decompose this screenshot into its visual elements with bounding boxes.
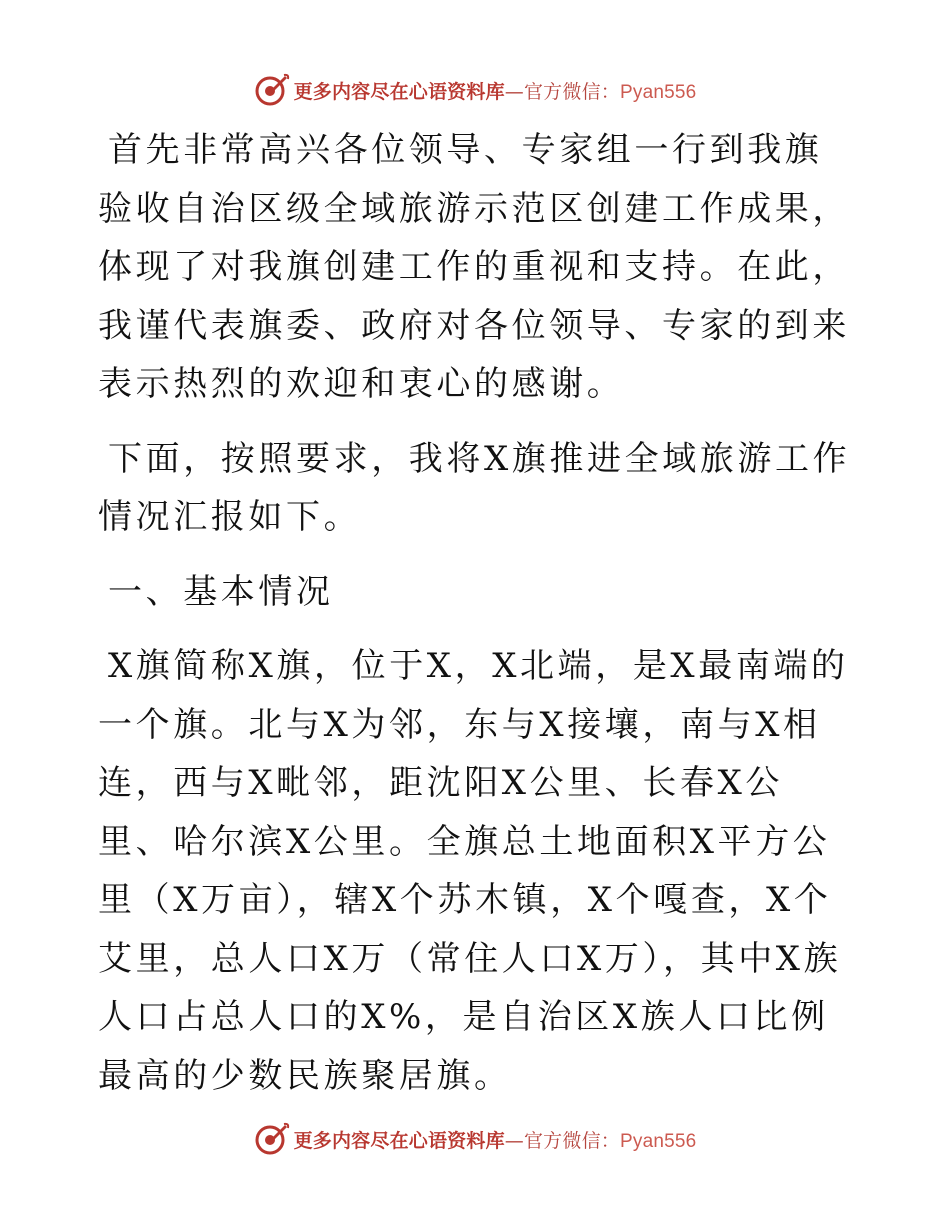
watermark-main: 更多内容尽在心语资料库 xyxy=(293,80,505,103)
paragraph-intro: 首先非常高兴各位领导、专家组一行到我旗验收自治区级全域旅游示范区创建工作成果，体现了对我旗创建工作的重视和支持。在此，我谨代表旗委、政府对各位领导、专家的到来表示热烈的欢迎和衷心的感谢。 xyxy=(98,130,850,404)
watermark-handle: Pyan556 xyxy=(620,1130,697,1152)
paragraph-basic-info: X旗简称X旗，位于X，X北端，是X最南端的一个旗。北与X为邻，东与X接壤，南与X相连，西与X毗邻，距沈阳X公里、长春X公里、哈尔滨X公里。全旗总土地面积X平方公里（X万亩），辖X个苏木镇，X个嘎查，X个艾里，总人口X万（常住人口X万），其中X族人口占总人口的X%，是自治区X族人口比例最高的少数民族聚居旗。 xyxy=(98,646,849,1096)
watermark-sub: 官方微信： xyxy=(523,1129,620,1152)
watermark-handle: Pyan556 xyxy=(620,81,697,103)
watermark-dash: — xyxy=(504,80,524,103)
paragraph-report: 下面，按照要求，我将X旗推进全域旅游工作情况汇报如下。 xyxy=(98,438,851,537)
quill-logo-icon xyxy=(254,1121,290,1157)
header-watermark xyxy=(0,70,950,110)
quill-logo-icon xyxy=(254,72,290,108)
watermark-text xyxy=(294,1126,697,1153)
document-body xyxy=(98,121,853,1121)
footer-watermark xyxy=(0,1119,950,1159)
watermark-main: 更多内容尽在心语资料库 xyxy=(293,1129,505,1152)
section-heading: 一、基本情况 xyxy=(108,571,334,612)
watermark-dash: — xyxy=(504,1129,524,1152)
watermark-sub: 官方微信： xyxy=(523,80,620,103)
watermark-text xyxy=(294,77,697,104)
